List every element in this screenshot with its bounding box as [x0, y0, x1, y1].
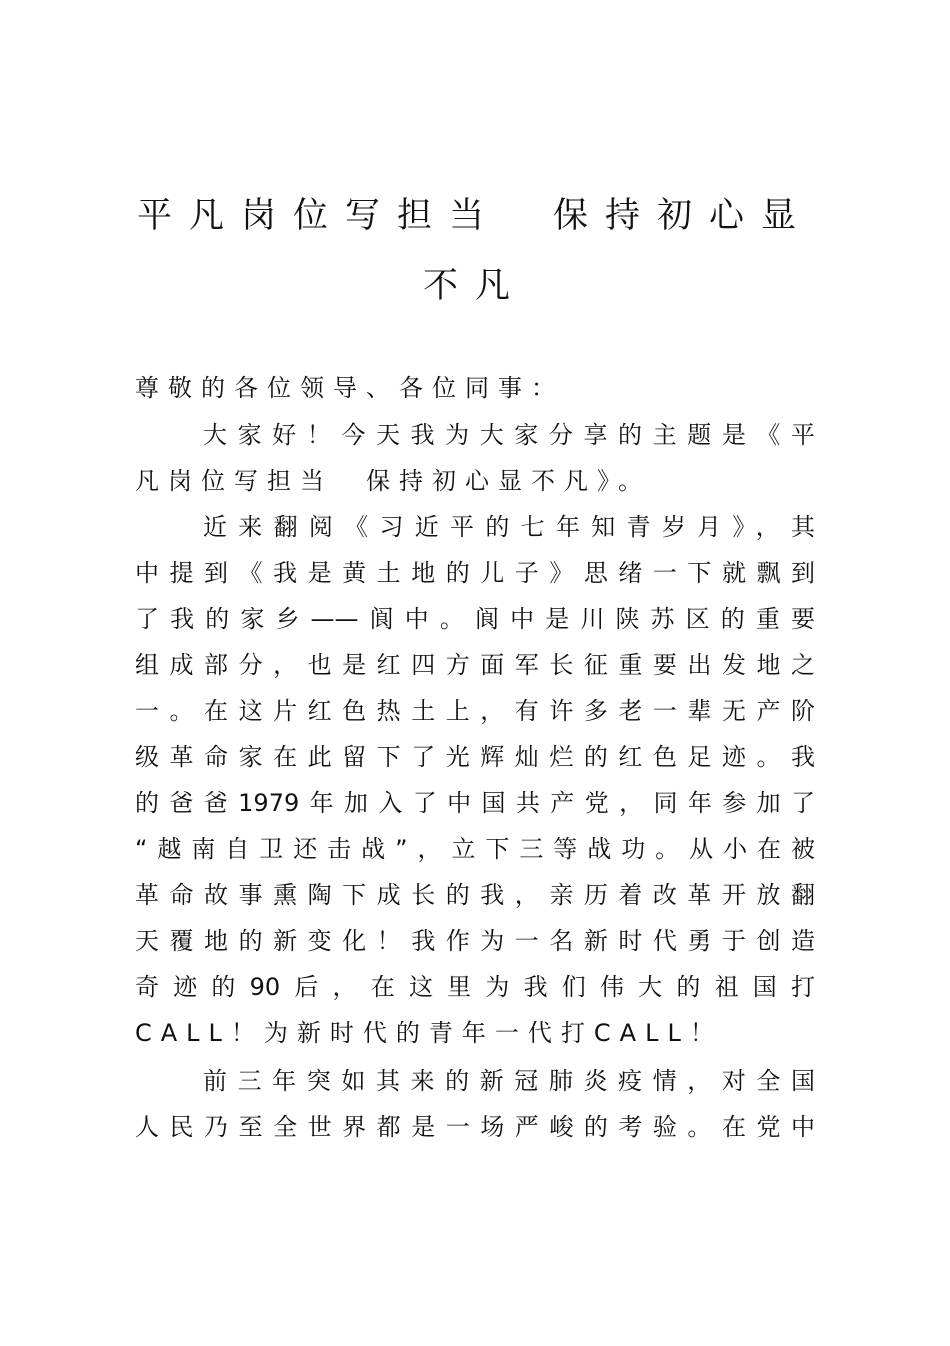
paragraph-2-line-9: 革命故事熏陶下成长的我，亲历着改革开放翻	[135, 881, 815, 909]
paragraph-1-line-1: 大家好！今天我为大家分享的主题是《平	[203, 421, 815, 449]
paragraph-2-line-1: 近来翻阅《习近平的七年知青岁月》，其	[203, 513, 815, 541]
paragraph-2-line-6: 级革命家在此留下了光辉灿烂的红色足迹。我	[135, 743, 815, 771]
paragraph-2-line-8: “越南自卫还击战”，立下三等战功。从小在被	[135, 835, 815, 863]
paragraph-3-line-2: 人民乃至全世界都是一场严峻的考验。在党中	[135, 1113, 815, 1141]
document-title-line-1: 平凡岗位写担当 保持初心显	[136, 196, 813, 236]
paragraph-2-line-5: 一。在这片红色热土上，有许多老一辈无产阶	[135, 697, 815, 725]
paragraph-2-line-4: 组成部分，也是红四方面军长征重要出发地之	[135, 651, 815, 679]
paragraph-2-line-2: 中提到《我是黄土地的儿子》思绪一下就飘到	[135, 559, 815, 587]
document-title-line-2: 不凡	[422, 266, 527, 306]
salutation-line: 尊敬的各位领导、各位同事：	[135, 374, 564, 402]
paragraph-2-line-11: 奇迹的90后，在这里为我们伟大的祖国打	[135, 973, 815, 1001]
paragraph-2-line-12: CALL！为新时代的青年一代打CALL！	[135, 1019, 723, 1047]
paragraph-2-line-7: 的爸爸1979年加入了中国共产党，同年参加了	[135, 789, 815, 817]
paragraph-1-line-2: 凡岗位写担当 保持初心显不凡》。	[135, 467, 651, 495]
paragraph-2-line-3: 了我的家乡——阆中。阆中是川陕苏区的重要	[135, 605, 815, 633]
paragraph-2-line-10: 天覆地的新变化！我作为一名新时代勇于创造	[135, 927, 815, 955]
paragraph-3-line-1: 前三年突如其来的新冠肺炎疫情，对全国	[203, 1067, 815, 1095]
